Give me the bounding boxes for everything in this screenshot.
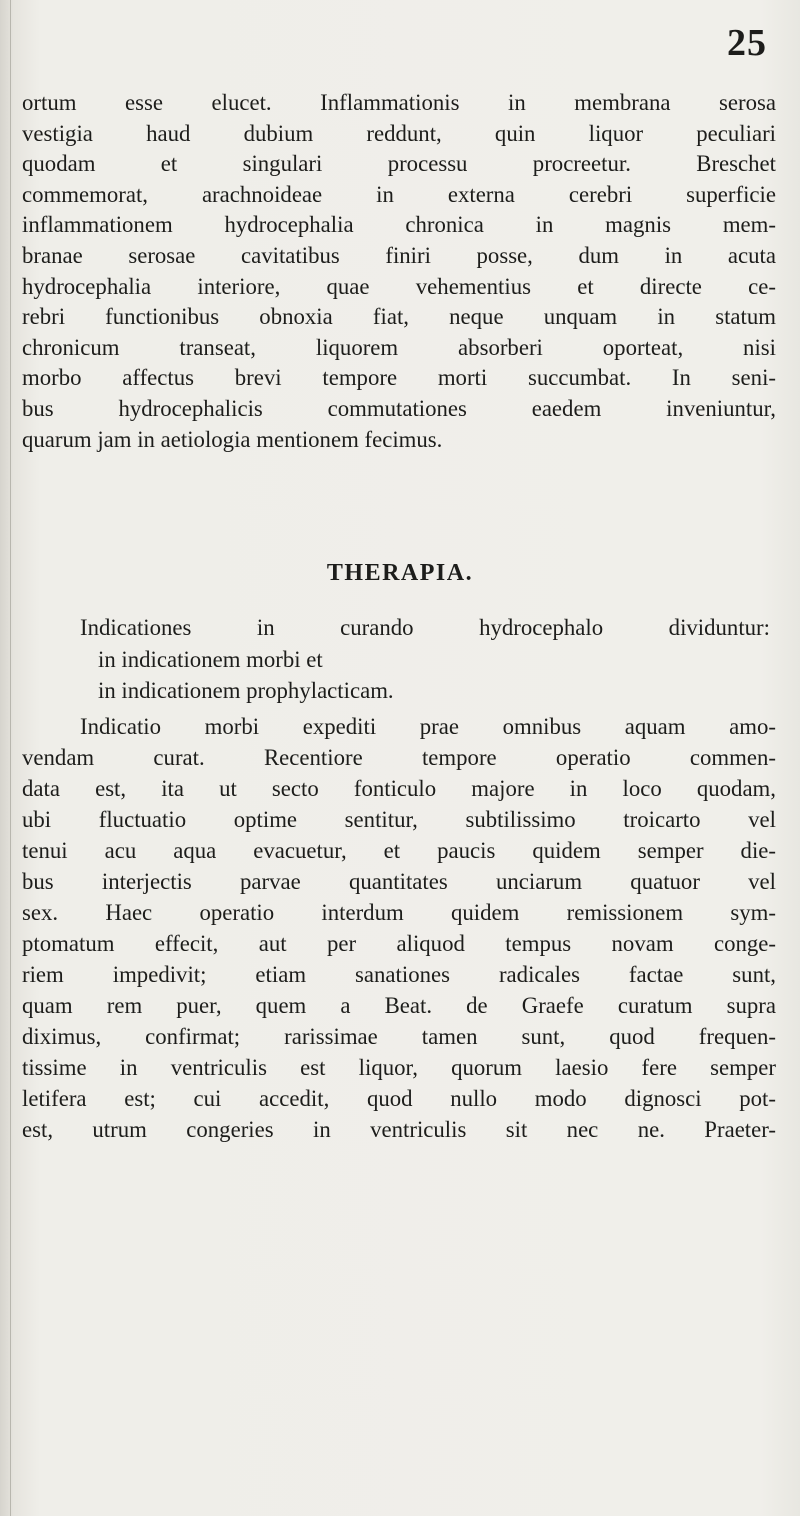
text-line: diximus, confirmat; rarissimae tamen sunt, quod frequen- xyxy=(22,1024,776,1049)
text-line: ortum esse elucet. Inflammationis in membrana serosa xyxy=(22,90,776,115)
text-line: rebri functionibus obnoxia fiat, neque unquam in statum xyxy=(22,304,776,330)
text-line: Indicatio morbi expediti prae omnibus aquam amo- xyxy=(80,714,776,739)
text-line: sex. Haec operatio interdum quidem remissionem sym- xyxy=(22,900,776,925)
text-line: data est, ita ut secto fonticulo majore in loco quodam, xyxy=(22,776,776,801)
text-line: letifera est; cui accedit, quod nullo modo dignosci pot- xyxy=(22,1086,776,1111)
text-line: quarum jam in aetiologia mentionem fecimus. xyxy=(22,426,443,452)
text-line: ubi fluctuatio optime sentitur, subtilissimo troicarto vel xyxy=(22,807,776,832)
indications-intro: Indicationes in curando hydrocephalo dividuntur: xyxy=(80,615,770,640)
text-line: riem impedivit; etiam sanationes radicales factae sunt, xyxy=(22,962,776,987)
text-line: tenui acu aqua evacuetur, et paucis quidem semper die- xyxy=(22,838,776,863)
page-number: 25 xyxy=(727,22,767,64)
page-gutter xyxy=(10,0,11,1516)
indication-item: in indicationem morbi et xyxy=(98,646,323,672)
text-line: vestigia haud dubium reddunt, quin liquor peculiari xyxy=(22,120,776,146)
text-line: ptomatum effecit, aut per aliquod tempus novam conge- xyxy=(22,931,776,956)
paragraph-therapy xyxy=(22,711,776,1145)
indications-list xyxy=(80,612,770,707)
paragraph-pathology xyxy=(22,88,776,455)
text-line: inflammationem hydrocephalia chronica in magnis mem- xyxy=(22,212,776,238)
text-line: morbo affectus brevi tempore morti succumbat. In seni- xyxy=(22,365,776,391)
text-line: vendam curat. Recentiore tempore operatio commen- xyxy=(22,745,776,770)
text-line: bus interjectis parvae quantitates unciarum quatuor vel xyxy=(22,869,776,894)
text-line: quam rem puer, quem a Beat. de Graefe curatum supra xyxy=(22,993,776,1018)
text-line: hydrocephalia interiore, quae vehementius et directe ce- xyxy=(22,273,776,299)
section-heading: THERAPIA. xyxy=(326,560,474,586)
text-line: bus hydrocephalicis commutationes eaedem inveniuntur, xyxy=(22,395,776,421)
text-line: chronicum transeat, liquorem absorberi oporteat, nisi xyxy=(22,334,776,360)
text-line: quodam et singulari processu procreetur. Breschet xyxy=(22,151,776,177)
text-line: branae serosae cavitatibus finiri posse, dum in acuta xyxy=(22,242,776,268)
text-line: est, utrum congeries in ventriculis sit nec ne. Praeter- xyxy=(22,1117,776,1142)
indication-item: in indicationem prophylacticam. xyxy=(98,678,394,703)
text-line: commemorat, arachnoideae in externa cerebri superficie xyxy=(22,181,776,207)
text-line: tissime in ventriculis est liquor, quorum laesio fere semper xyxy=(22,1055,776,1080)
